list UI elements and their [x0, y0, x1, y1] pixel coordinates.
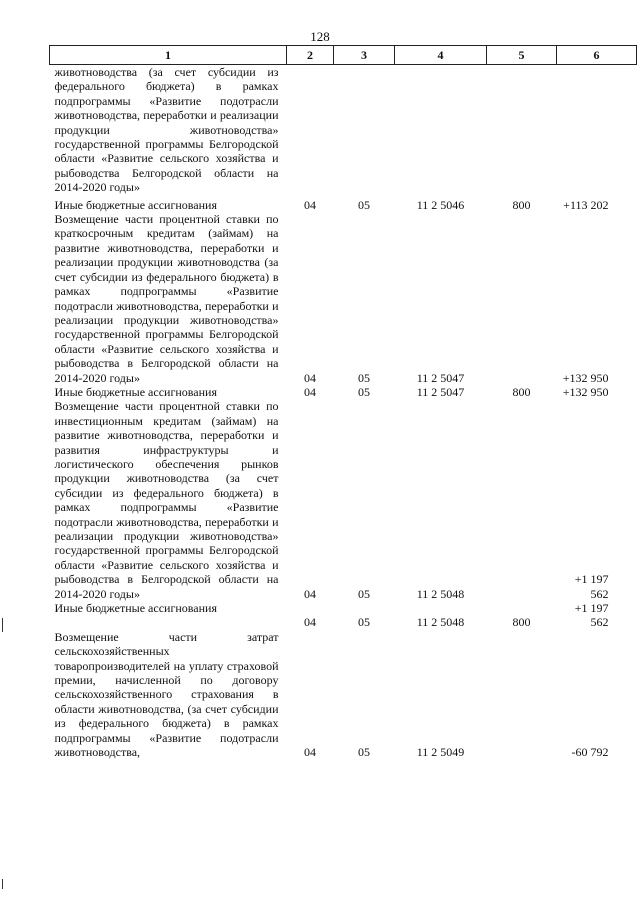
row-description: животноводства (за счет субсидии из федерального бюджета) в рамках подпрограммы «Развитие подотрасли животноводства, переработки и реализации продукции животноводства» государственной программы Белгородской области «Развитие сельского хозяйства и рыбоводства Белгородской области на 2014-2020 годы» [54, 65, 279, 195]
column-header-6: 6 [557, 46, 637, 65]
row-subsection: 05 [358, 586, 370, 601]
row-expense-type [487, 399, 557, 601]
table-row [50, 399, 637, 601]
header-row [50, 46, 637, 65]
row-description: Иные бюджетные ассигнования [54, 197, 217, 212]
row-section: 04 [304, 370, 316, 385]
row-subsection: 05 [358, 384, 370, 399]
row-section: 04 [304, 745, 316, 760]
row-subsection [334, 65, 395, 195]
row-section: 04 [304, 586, 316, 601]
row-subsection: 05 [358, 370, 370, 385]
row-target-code: 11 2 5046 [416, 197, 465, 212]
scan-margin-mark [2, 618, 3, 632]
row-section [287, 65, 334, 195]
row-amount: +132 950 [562, 384, 609, 399]
row-description: Иные бюджетные ассигнования [54, 601, 217, 616]
row-target-code: 11 2 5048 [416, 615, 465, 630]
row-amount [557, 65, 637, 195]
table-row [50, 385, 637, 399]
budget-table [49, 45, 637, 760]
row-section: 04 [304, 197, 316, 212]
row-subsection: 05 [358, 745, 370, 760]
table-row [50, 65, 637, 195]
table-row [50, 195, 637, 212]
column-header-1: 1 [50, 46, 287, 65]
row-section: 04 [304, 384, 316, 399]
row-expense-type [487, 630, 557, 760]
row-expense-type: 800 [512, 384, 531, 399]
row-subsection: 05 [358, 615, 370, 630]
row-description: Возмещение части процентной ставки по инвестиционным кредитам (займам) на развитие животноводства, переработки и развития инфраструктуры и логистического обеспечения рынков продукции животноводства (за счет субсидии из федерального бюджета) в рамках подпрограммы «Развитие подотрасли животноводства, переработки и реализации продукции животноводства» государственной программы Белгородской области «Развитие сельского хозяйства и рыбоводства в Белгородской области на 2014-2020 годы» [54, 399, 279, 601]
row-expense-type [487, 65, 557, 195]
row-expense-type [487, 212, 557, 385]
row-target-code: 11 2 5047 [416, 370, 465, 385]
table-row [50, 630, 637, 760]
row-expense-type: 800 [512, 197, 531, 212]
row-description: Возмещение части процентной ставки по краткосрочным кредитам (займам) на развитие животноводства, переработки и реализации продукции животноводства (за счет субсидии из федерального бюджета) в рамках подпрограммы «Развитие подотрасли животноводства, переработки и реализации продукции животноводства» государственной программы Белгородской области «Развитие сельского хозяйства и рыбоводства в Белгородской области на 2014-2020 годы» [54, 212, 279, 385]
row-target-code: 11 2 5049 [416, 745, 465, 760]
row-subsection: 05 [358, 197, 370, 212]
row-target-code [395, 65, 487, 195]
page-number: 128 [310, 29, 330, 44]
row-amount: +1 197 562 [574, 601, 609, 630]
row-description: Иные бюджетные ассигнования [54, 384, 217, 399]
row-target-code: 11 2 5047 [416, 384, 465, 399]
table-row [50, 601, 637, 630]
column-header-2: 2 [287, 46, 334, 65]
table-row [50, 212, 637, 385]
row-amount: +113 202 [563, 197, 609, 212]
row-amount: +1 197 562 [574, 572, 609, 601]
budget-table-container [49, 45, 630, 760]
row-target-code: 11 2 5048 [416, 586, 465, 601]
row-amount: +132 950 [562, 370, 609, 385]
row-amount: -60 792 [571, 745, 609, 760]
row-description: Возмещение части затрат сельскохозяйственных товаропроизводителей на уплату страховой премии, начисленной по договору сельскохозяйственного страхования в области животноводства, (за счет субсидии из федерального бюджета) в рамках подпрограммы «Развитие подотрасли животноводства, [54, 629, 279, 760]
scan-margin-mark [2, 879, 3, 889]
row-section: 04 [304, 615, 316, 630]
column-header-3: 3 [334, 46, 395, 65]
column-header-4: 4 [395, 46, 487, 65]
column-header-5: 5 [487, 46, 557, 65]
row-expense-type: 800 [512, 615, 531, 630]
